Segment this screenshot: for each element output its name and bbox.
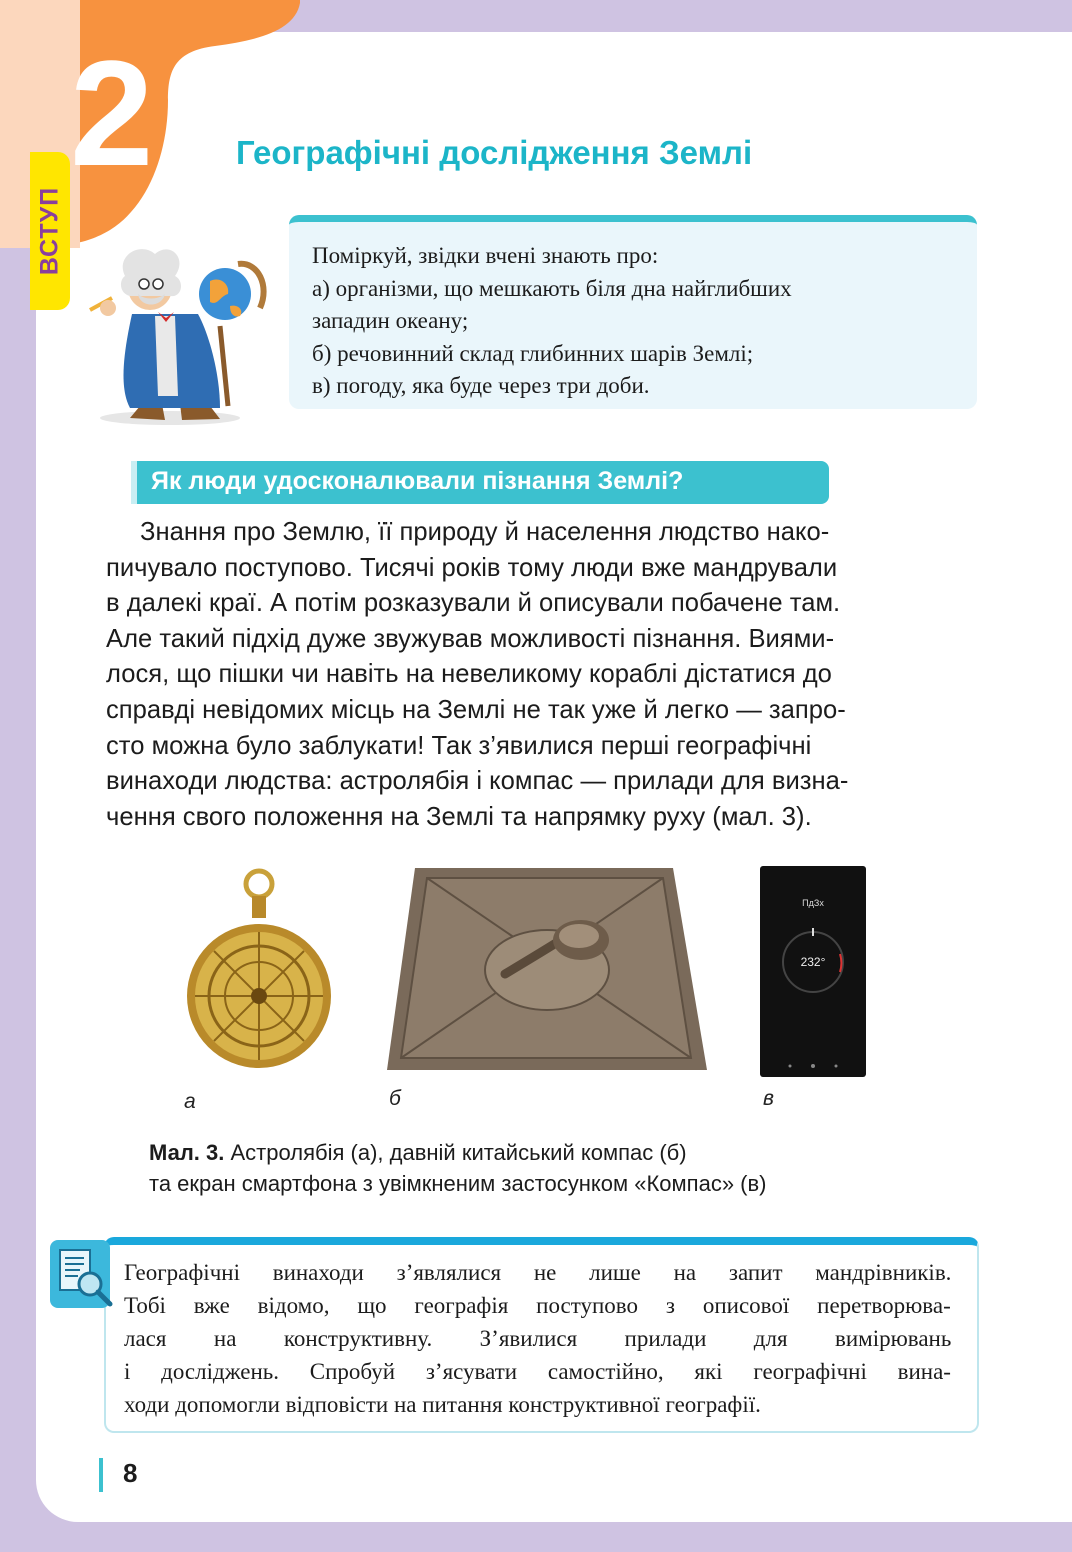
paragraph-line: справді невідомих місць на Землі не так уже й легко — запро-: [106, 695, 846, 724]
page-number-bar: [99, 1458, 103, 1492]
info-line: ходи допомогли відповісти на питання конструктивної географії.: [124, 1392, 761, 1417]
scientist-illustration: [70, 236, 280, 426]
info-line: Тобі вже відомо, що географія поступово з описової перетворюва-: [124, 1293, 951, 1318]
paragraph-line: Знання про Землю, її природу й населення людство нако-: [140, 518, 830, 546]
page-title: Географічні дослідження Землі: [236, 134, 753, 171]
info-line: Географічні винаходи з’являлися не лише на запит мандрівників.: [124, 1260, 952, 1285]
caption-bold: Мал. 3.: [149, 1140, 225, 1165]
think-line: б) речовинний склад глибинних шарів Землі;: [312, 340, 754, 366]
phone-direction-text: ПдЗх: [802, 898, 824, 908]
caption-line2: та екран смартфона з увімкненим застосунком «Компас» (в): [149, 1171, 767, 1196]
think-line: а) організми, що мешкають біля дна найглибших: [312, 275, 792, 301]
caption-line1: Астролябія (а), давній китайський компас (б): [224, 1140, 687, 1165]
info-box: [104, 1237, 979, 1433]
paragraph-line: чення свого положення на Землі та напрямку руху (мал. 3).: [106, 802, 812, 831]
research-magnifier-icon: [50, 1240, 116, 1314]
chinese-compass-image: [385, 866, 709, 1078]
smartphone-compass-image: [760, 866, 866, 1077]
paragraph-line: лося, що пішки чи навіть на невеликому кораблі дістатися до: [106, 660, 832, 689]
section-heading: [137, 461, 829, 504]
body-paragraph: [106, 515, 980, 835]
info-line: і досліджень. Спробуй з’ясувати самостійно, які географічні вина-: [124, 1359, 951, 1384]
section-tab-label: ВСТУП: [35, 186, 64, 276]
paragraph-line: в далекі краї. А потім розказували й описували побачене там.: [106, 589, 841, 618]
figure-caption: [149, 1137, 767, 1199]
figure-label-b: б: [389, 1087, 401, 1110]
section-heading-text: Як люди удосконалювали пізнання Землі?: [151, 467, 684, 495]
page-number: 8: [123, 1458, 138, 1488]
info-line: лася на конструктивну. З’явилися прилади для вимірювань: [124, 1326, 952, 1351]
think-line: западин океану;: [312, 308, 469, 333]
think-line: в) погоду, яка буде через три доби.: [312, 373, 650, 398]
think-line: Поміркуй, звідки вчені знають про:: [312, 243, 659, 268]
paragraph-line: Але такий підхід дуже звужував можливості пізнання. Виями-: [106, 624, 835, 653]
chapter-number: 2: [70, 29, 150, 197]
figure-label-c: в: [763, 1087, 774, 1110]
phone-degrees-text: 232°: [800, 955, 826, 969]
paragraph-line: сто можна було заблукати! Так з’явилися перші географічні: [106, 731, 812, 760]
think-question-box: [289, 215, 977, 409]
paragraph-line: пичувало поступово. Тисячі років тому люди вже мандрували: [106, 553, 838, 582]
astrolabe-image: [184, 866, 334, 1086]
figure-label-a: а: [184, 1090, 196, 1113]
paragraph-line: винаходи людства: астролябія і компас — прилади для визна-: [106, 767, 849, 796]
